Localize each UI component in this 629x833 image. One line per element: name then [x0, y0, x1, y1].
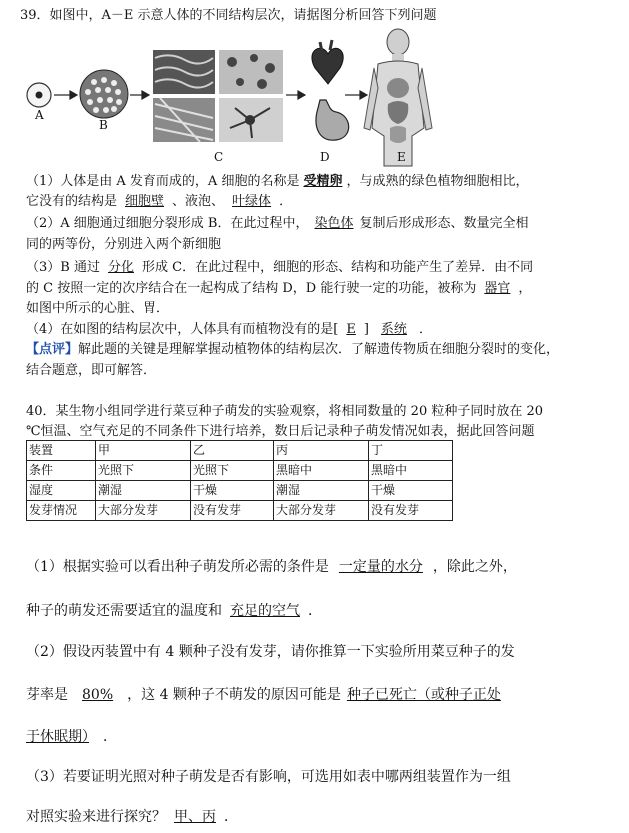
table-cell: 光照下: [191, 461, 274, 481]
table-cell: 没有发芽: [369, 501, 453, 521]
q39-title: 39．如图中，A－E 示意人体的不同结构层次，请据图分析回答下列问题: [20, 8, 437, 23]
q39-part2-line2: 同的两等份，分别进入两个新细胞: [26, 237, 222, 252]
table-cell: 黑暗中: [274, 461, 369, 481]
answer-reason-part2: 于休眠期）: [26, 729, 89, 745]
germination-table: [26, 440, 453, 521]
table-cell: 丙: [274, 441, 369, 461]
q40-part1-line2: 种子的萌发还需要适宜的温度和 充足的空气 ．: [26, 603, 322, 619]
q39-part2-line1: （2）A 细胞通过细胞分裂形成 B．在此过程中， 染色体 复制后形成形态、数量完全相: [26, 216, 529, 231]
answer-reason-part1: 种子已死亡（或种子正处: [346, 687, 501, 703]
q40-part3-line2: 对照实验来进行探究？ 甲、丙 ．: [26, 809, 238, 825]
answer-water: 一定量的水分: [338, 559, 423, 575]
answer-e: E: [346, 322, 356, 337]
figure-label-a: A: [35, 108, 44, 122]
figure-label-b: B: [99, 118, 108, 132]
q39-part1-line1: （1）人体是由 A 发育而成的，A 细胞的名称是 受精卵 ，与成熟的绿色植物细胞相比，: [26, 174, 529, 189]
figure-label-e: E: [397, 150, 406, 164]
commentary-line2: 结合题意，即可解答．: [26, 363, 157, 378]
human-body-e-illustration: [364, 29, 432, 166]
commentary-line1: 【点评】解此题的关键是理解掌握动植物体的结构层次．了解遗传物质在细胞分裂时的变化，: [26, 342, 560, 357]
tissues-c-illustration: [153, 50, 283, 142]
table-row: [27, 481, 453, 501]
cell-a-illustration: [27, 83, 51, 107]
q39-part4-line: （4）在如图的结构层次中，人体具有而植物没有的是[ E ] 系统 ．: [26, 322, 432, 337]
commentary-label: 【点评】: [26, 342, 79, 357]
answer-chloroplast: 叶绿体: [232, 194, 272, 209]
q40-part3-line1: （3）若要证明光照对种子萌发是否有影响，可选用如表中哪两组装置作为一组: [26, 769, 511, 785]
table-cell: 潮湿: [96, 481, 191, 501]
q40-part2-line1: （2）假设丙装置中有 4 颗种子没有发芽，请你推算一下实验所用菜豆种子的发: [26, 644, 515, 660]
answer-differentiation: 分化: [107, 260, 134, 275]
q39-part3-line2: 的 C 按照一定的次序结合在一起构成了结构 D，D 能行驶一定的功能，被称为 器官 ，: [26, 281, 532, 296]
q39-part3-line3: 如图中所示的心脏、胃．: [26, 301, 170, 316]
answer-system: 系统: [380, 322, 407, 337]
table-row: [27, 501, 453, 521]
table-cell: 大部分发芽: [96, 501, 191, 521]
q40-intro-line1: 40．某生物小组同学进行菜豆种子萌发的实验观察，将相同数量的 20 粒种子同时放在 20: [26, 404, 544, 419]
q39-part3-line1: （3）B 通过 分化 形成 C．在此过程中，细胞的形态、结构和功能产生了差异．由不同: [26, 260, 534, 275]
cell-cluster-b-illustration: [80, 70, 128, 118]
q40-part2-line2: 芽率是 80% ，这 4 颗种子不萌发的原因可能是 种子已死亡（或种子正处: [26, 687, 501, 703]
table-cell: 没有发芽: [191, 501, 274, 521]
answer-groups: 甲、丙: [174, 809, 216, 825]
table-cell: 丁: [369, 441, 453, 461]
table-cell: 甲: [96, 441, 191, 461]
table-cell: 乙: [191, 441, 274, 461]
q39-part1-line2: 它没有的结构是 细胞壁 、液泡、 叶绿体 ．: [26, 194, 293, 209]
answer-organ: 器官: [484, 281, 511, 296]
figure-label-c: C: [214, 150, 224, 164]
answer-air: 充足的空气: [230, 603, 300, 619]
answer-cell-wall: 细胞壁: [125, 194, 165, 209]
answer-chromosome: 染色体: [314, 216, 354, 231]
table-cell: 条件: [27, 461, 96, 481]
table-cell: 大部分发芽: [274, 501, 369, 521]
organs-d-illustration: [312, 40, 349, 140]
figure-illustration: [0, 28, 629, 188]
table-cell: 黑暗中: [369, 461, 453, 481]
table-row: [27, 441, 453, 461]
table-cell: 湿度: [27, 481, 96, 501]
table-cell: 干燥: [369, 481, 453, 501]
answer-fertilized-egg: 受精卵: [303, 174, 343, 189]
table-cell: 干燥: [191, 481, 274, 501]
table-cell: 光照下: [96, 461, 191, 481]
q40-intro-line2: ℃恒温、空气充足的不同条件下进行培养，数日后记录种子萌发情况如表，据此回答问题: [26, 424, 535, 439]
table-row: [27, 461, 453, 481]
q40-part1-line1: （1）根据实验可以看出种子萌发所必需的条件是 一定量的水分 ，除此之外，: [26, 559, 517, 575]
table-cell: 潮湿: [274, 481, 369, 501]
q40-part2-line3: 于休眠期） ．: [26, 729, 117, 745]
answer-germination-rate: 80%: [82, 687, 114, 703]
table-cell: 发芽情况: [27, 501, 96, 521]
table-cell: 装置: [27, 441, 96, 461]
figure-label-d: D: [320, 150, 330, 164]
